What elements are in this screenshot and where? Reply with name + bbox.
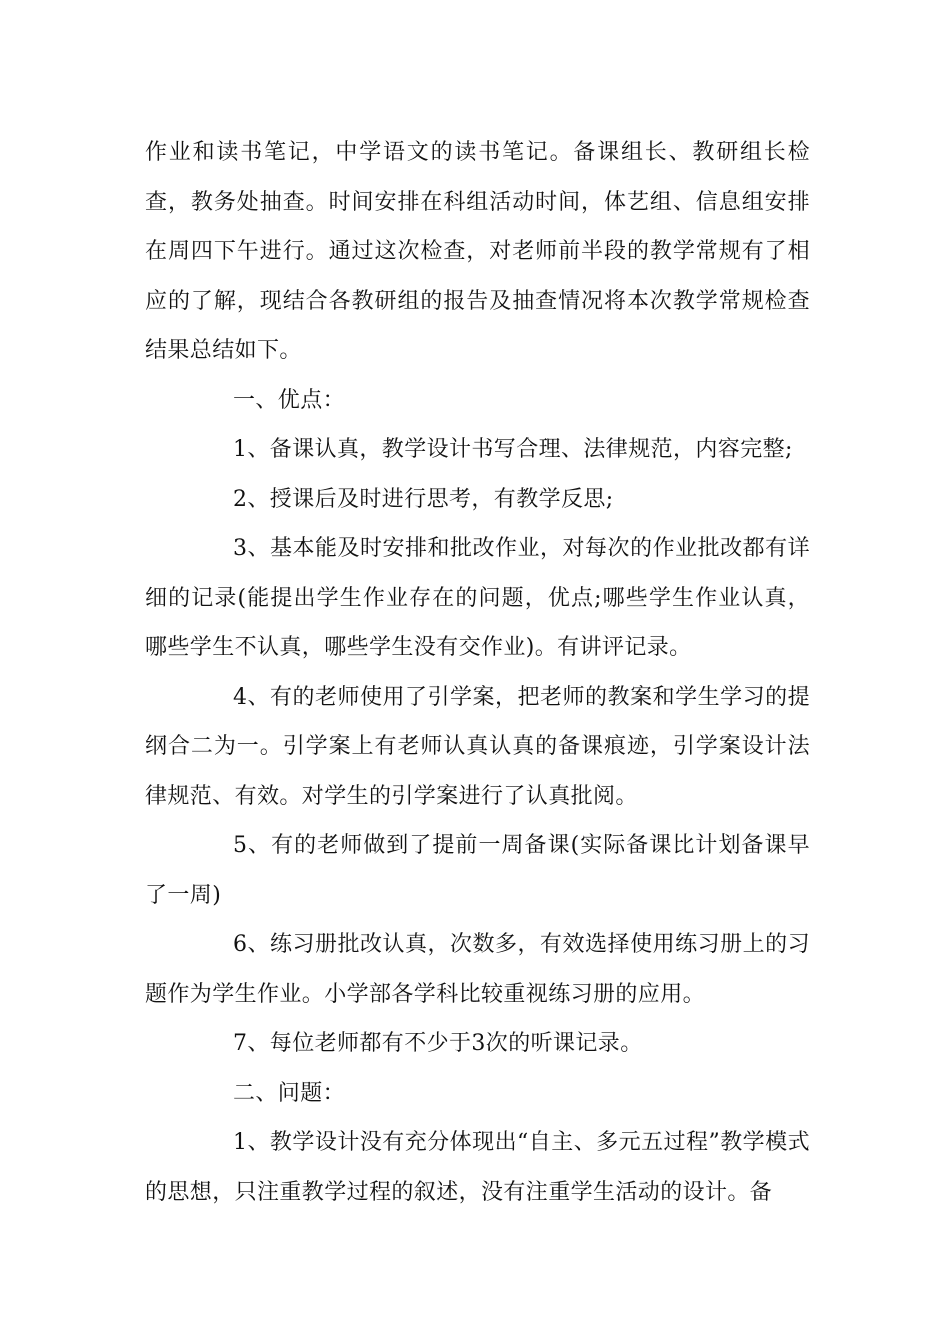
problem-item-1: 1、教学设计没有充分体现出“自主、多元五过程”教学模式的思想，只注重教学过程的叙述，没有注重学生活动的设计。备	[145, 1130, 810, 1205]
advantage-item-3: 3、基本能及时安排和批改作业，对每次的作业批改都有详细的记录(能提出学生作业存在的问题，优点;哪些学生作业认真，哪些学生不认真，哪些学生没有交作业)。有讲评记录。	[145, 536, 810, 660]
paragraph-intro: 作业和读书笔记，中学语文的读书笔记。备课组长、教研组长检查，教务处抽查。时间安排在科组活动时间，体艺组、信息组安排在周四下午进行。通过这次检查，对老师前半段的教学常规有了相应的了解，现结合各教研组的报告及抽查情况将本次教学常规检查结果总结如下。	[145, 140, 810, 363]
advantage-item-7: 7、每位老师都有不少于3次的听课记录。	[233, 1031, 643, 1056]
advantage-item-6: 6、练习册批改认真，次数多，有效选择使用练习册上的习题作为学生作业。小学部各学科比较重视练习册的应用。	[145, 932, 810, 1007]
document-body	[145, 128, 810, 1217]
advantage-item-5: 5、有的老师做到了提前一周备课(实际备课比计划备课早了一周)	[145, 833, 810, 908]
heading-problems: 二、问题：	[233, 1080, 346, 1106]
advantage-item-1: 1、备课认真，教学设计书写合理、法律规范，内容完整;	[233, 437, 793, 462]
heading-advantages: 一、优点：	[233, 387, 346, 413]
advantage-item-4: 4、有的老师使用了引学案，把老师的教案和学生学习的提纲合二为一。引学案上有老师认真认真的备课痕迹，引学案设计法律规范、有效。对学生的引学案进行了认真批阅。	[145, 684, 810, 809]
advantage-item-2: 2、授课后及时进行思考，有教学反思;	[233, 486, 614, 512]
